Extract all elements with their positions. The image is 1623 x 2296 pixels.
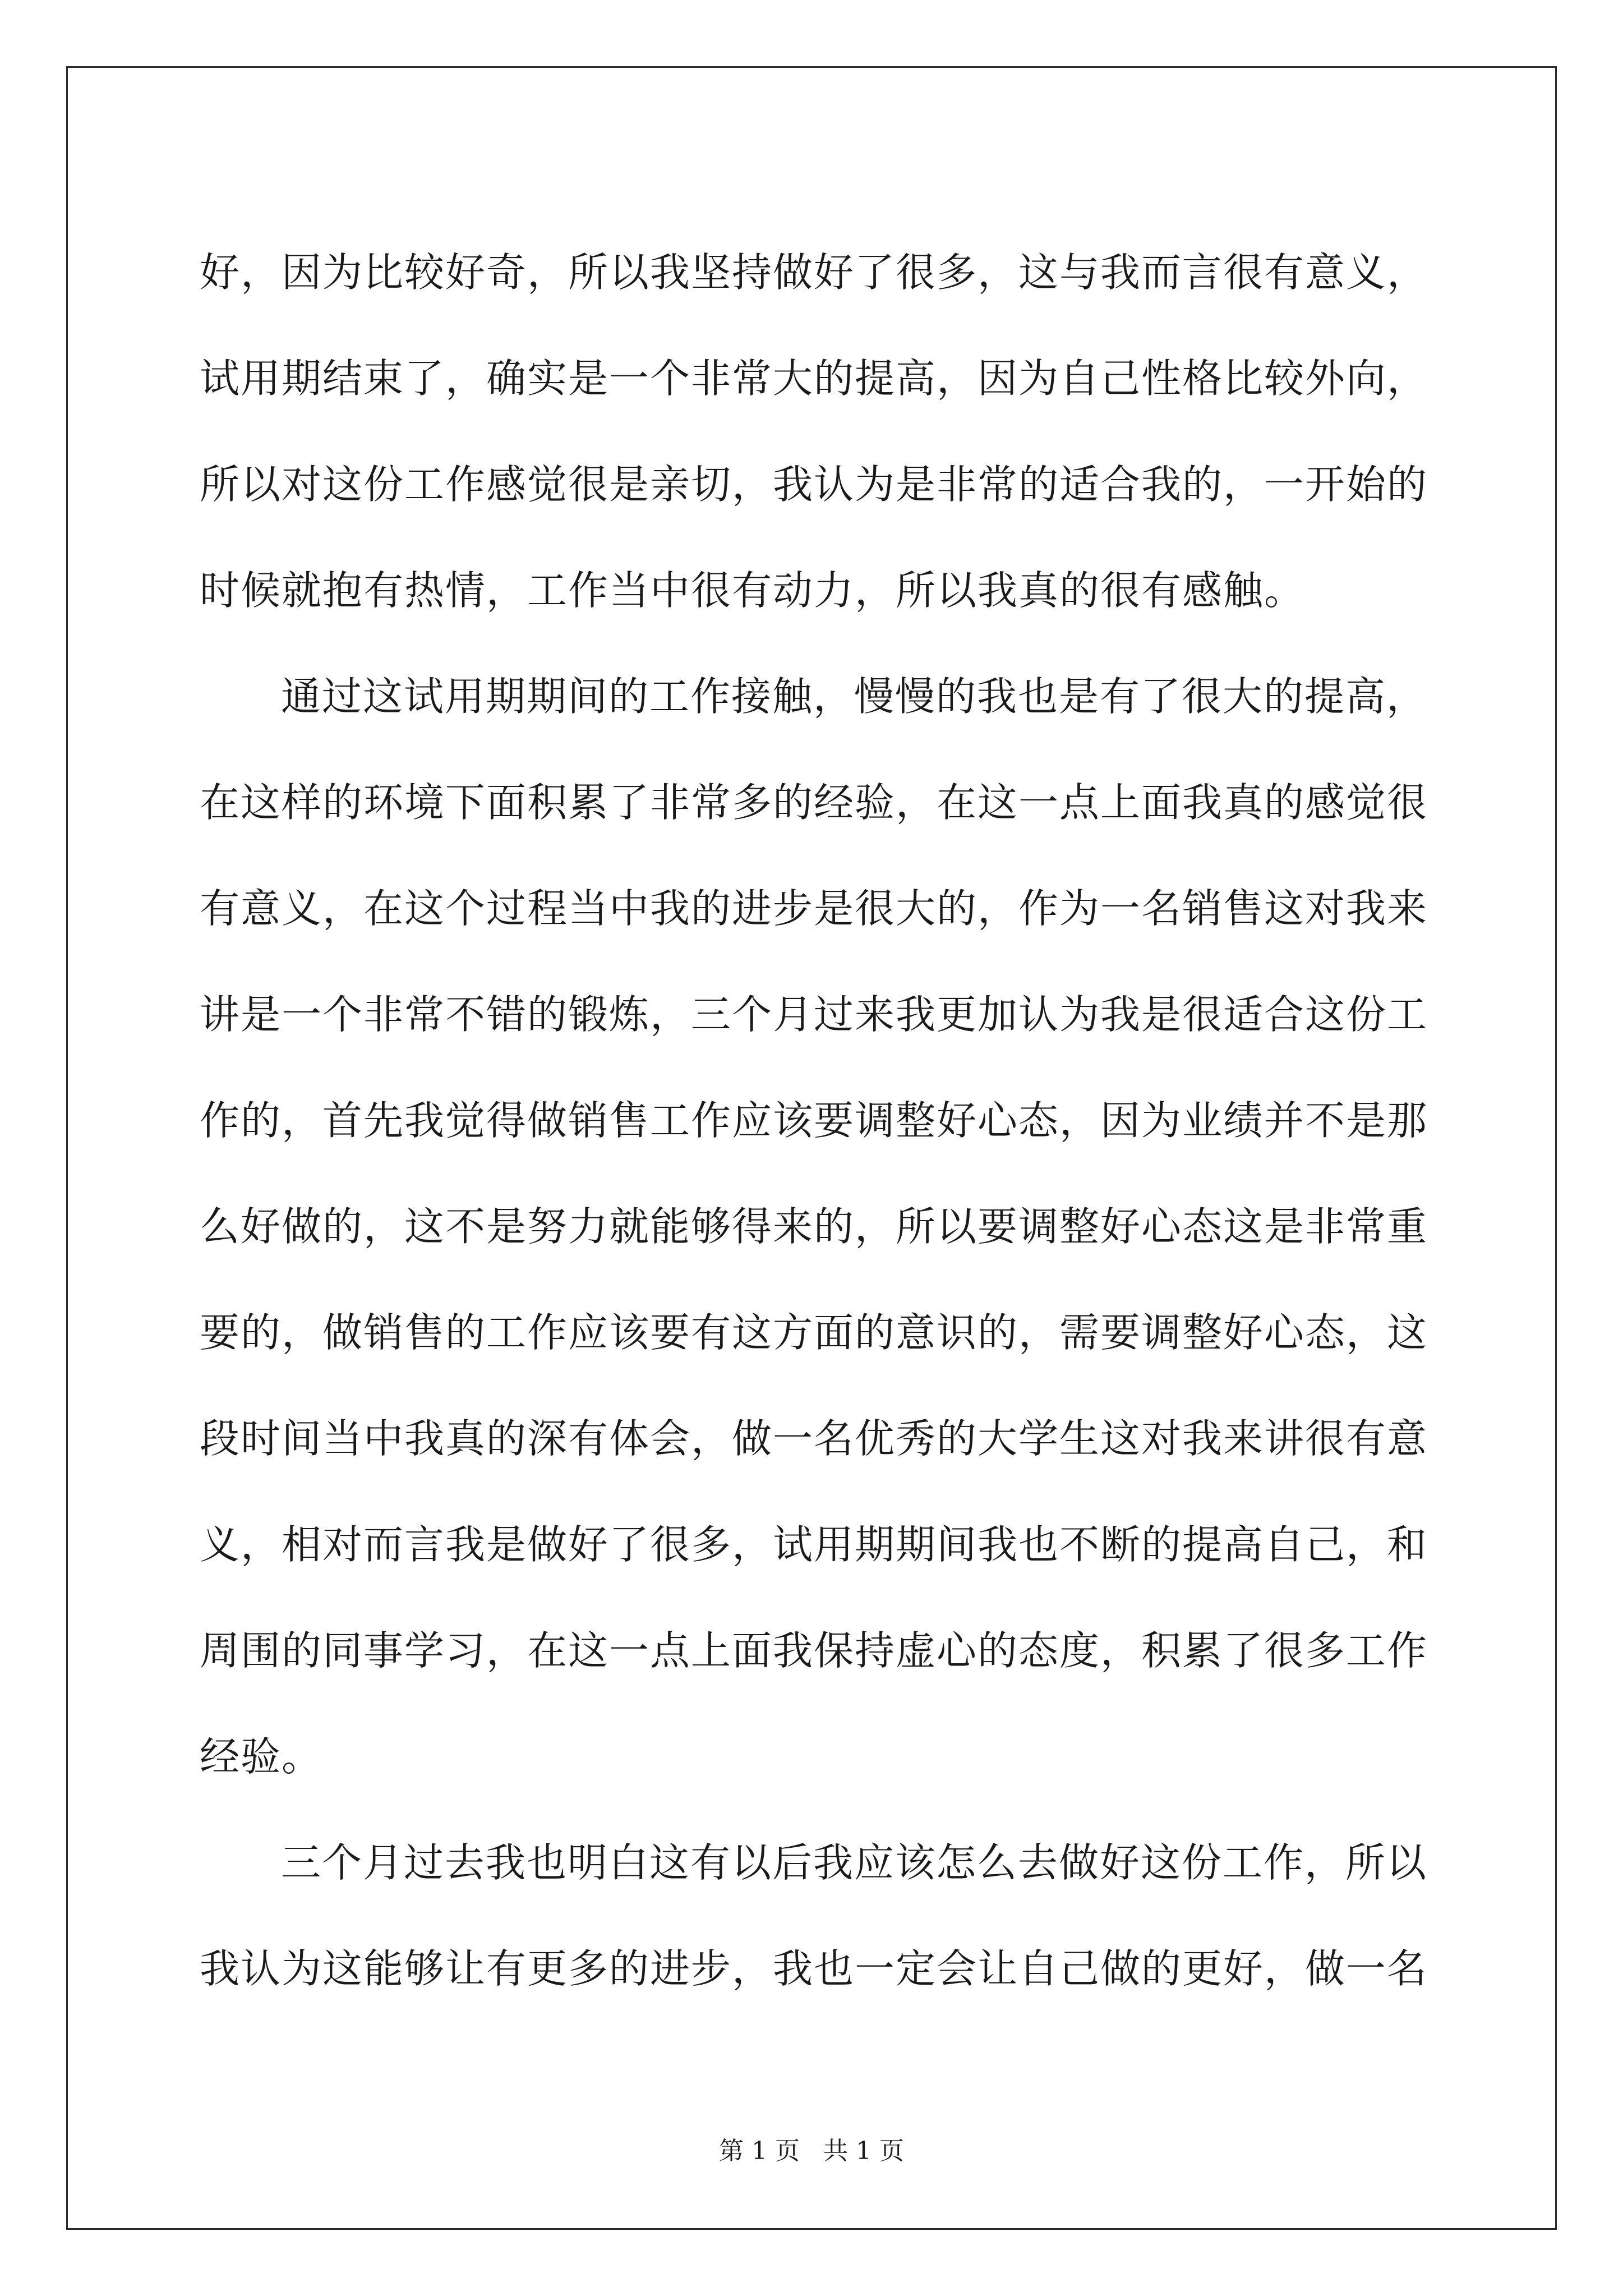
text-line: 好，因为比较好奇，所以我坚持做好了很多，这与我而言很有意义， xyxy=(200,249,1428,296)
text-line: 所以对这份工作感觉很是亲切，我认为是非常的适合我的，一开始的 xyxy=(200,461,1428,508)
text-line: 作的，首先我觉得做销售工作应该要调整好心态，因为业绩并不是那 xyxy=(200,1097,1428,1144)
text-line: 时候就抱有热情，工作当中很有动力，所以我真的很有感触。 xyxy=(200,567,1306,614)
text-line: 讲是一个非常不错的锻炼，三个月过来我更加认为我是很适合这份工 xyxy=(200,991,1428,1038)
text-line: 段时间当中我真的深有体会，做一名优秀的大学生这对我来讲很有意 xyxy=(200,1415,1428,1462)
text-line: 么好做的，这不是努力就能够得来的，所以要调整好心态这是非常重 xyxy=(200,1203,1428,1250)
text-line: 我认为这能够让有更多的进步，我也一定会让自己做的更好，做一名 xyxy=(200,1945,1428,1992)
text-line: 通过这试用期期间的工作接触，慢慢的我也是有了很大的提高， xyxy=(281,673,1428,720)
text-line: 在这样的环境下面积累了非常多的经验，在这一点上面我真的感觉很 xyxy=(200,779,1428,826)
text-line: 要的，做销售的工作应该要有这方面的意识的，需要调整好心态，这 xyxy=(200,1309,1428,1356)
document-body xyxy=(200,216,1428,2018)
text-line: 试用期结束了，确实是一个非常大的提高，因为自己性格比较外向， xyxy=(200,355,1428,402)
page-footer: 第 1 页 共 1 页 xyxy=(719,2137,904,2165)
text-line: 三个月过去我也明白这有以后我应该怎么去做好这份工作，所以 xyxy=(281,1839,1428,1886)
text-line: 有意义，在这个过程当中我的进步是很大的，作为一名销售这对我来 xyxy=(200,885,1428,932)
text-line: 经验。 xyxy=(200,1733,323,1780)
text-line: 义，相对而言我是做好了很多，试用期期间我也不断的提高自己，和 xyxy=(200,1521,1428,1568)
text-line: 周围的同事学习，在这一点上面我保持虚心的态度，积累了很多工作 xyxy=(200,1627,1428,1674)
